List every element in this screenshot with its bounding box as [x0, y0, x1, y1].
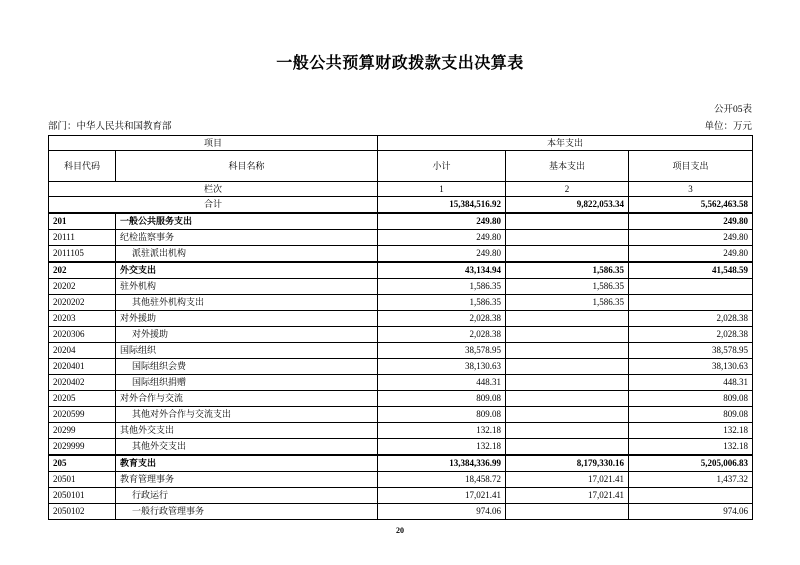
- name-cell: 其他对外合作与交流支出: [116, 407, 378, 423]
- header-subtotal: 小计: [378, 151, 506, 182]
- table-row: [49, 359, 753, 375]
- name-cell: 纪检监察事务: [116, 230, 378, 246]
- header-project-expenditure: 项目支出: [629, 151, 753, 182]
- project-expenditure-cell: 249.80: [629, 213, 753, 230]
- subtotal-cell: 38,578.95: [378, 343, 506, 359]
- basic-expenditure-cell: [506, 359, 629, 375]
- basic-expenditure-cell: [506, 213, 629, 230]
- code-cell: 2020401: [49, 359, 116, 375]
- basic-expenditure-cell: [506, 439, 629, 456]
- code-cell: 2029999: [49, 439, 116, 456]
- project-expenditure-cell: 249.80: [629, 246, 753, 263]
- project-expenditure-cell: 249.80: [629, 230, 753, 246]
- project-expenditure-cell: [629, 279, 753, 295]
- code-cell: 202: [49, 262, 116, 279]
- name-cell: 其他驻外机构支出: [116, 295, 378, 311]
- department-label: 部门：中华人民共和国教育部: [48, 122, 172, 132]
- table-row: [49, 213, 753, 230]
- header-row-columns: [49, 151, 753, 182]
- basic-expenditure-cell: [506, 375, 629, 391]
- header-col-3: 3: [629, 182, 753, 197]
- header-column-index-label: 栏次: [49, 182, 378, 197]
- subtotal-cell: 249.80: [378, 246, 506, 263]
- basic-expenditure-cell: 1,586.35: [506, 262, 629, 279]
- total-row: [49, 197, 753, 214]
- name-cell: 其他外交支出: [116, 439, 378, 456]
- name-cell: 教育支出: [116, 455, 378, 472]
- project-expenditure-cell: [629, 488, 753, 504]
- table-body: [49, 197, 753, 520]
- basic-expenditure-cell: [506, 504, 629, 520]
- project-expenditure-cell: 38,578.95: [629, 343, 753, 359]
- subtotal-cell: 809.08: [378, 391, 506, 407]
- total-project-cell: 5,562,463.58: [629, 197, 753, 214]
- code-cell: 2020599: [49, 407, 116, 423]
- table-row: [49, 455, 753, 472]
- subtotal-cell: 2,028.38: [378, 327, 506, 343]
- code-cell: 201: [49, 213, 116, 230]
- table-row: [49, 375, 753, 391]
- code-cell: 20205: [49, 391, 116, 407]
- table-row: [49, 343, 753, 359]
- code-cell: 2020402: [49, 375, 116, 391]
- name-cell: 国际组织: [116, 343, 378, 359]
- name-cell: 其他外交支出: [116, 423, 378, 439]
- basic-expenditure-cell: [506, 391, 629, 407]
- table-number: 公开05表: [713, 105, 752, 115]
- name-cell: 派驻派出机构: [116, 246, 378, 263]
- total-subtotal-cell: 15,384,516.92: [378, 197, 506, 214]
- table-row: [49, 488, 753, 504]
- header-col-1: 1: [378, 182, 506, 197]
- basic-expenditure-cell: 17,021.41: [506, 472, 629, 488]
- project-expenditure-cell: 132.18: [629, 423, 753, 439]
- code-cell: 20203: [49, 311, 116, 327]
- name-cell: 国际组织会费: [116, 359, 378, 375]
- table-row: [49, 472, 753, 488]
- table-row: [49, 327, 753, 343]
- code-cell: 20111: [49, 230, 116, 246]
- basic-expenditure-cell: 1,586.35: [506, 279, 629, 295]
- basic-expenditure-cell: [506, 407, 629, 423]
- subtotal-cell: 13,384,336.99: [378, 455, 506, 472]
- basic-expenditure-cell: 17,021.41: [506, 488, 629, 504]
- name-cell: 对外援助: [116, 327, 378, 343]
- project-expenditure-cell: 132.18: [629, 439, 753, 456]
- subtotal-cell: 18,458.72: [378, 472, 506, 488]
- table-row: [49, 295, 753, 311]
- table-row: [49, 279, 753, 295]
- table-row: [49, 504, 753, 520]
- subtotal-cell: 132.18: [378, 423, 506, 439]
- code-cell: 20501: [49, 472, 116, 488]
- name-cell: 对外合作与交流: [116, 391, 378, 407]
- subtotal-cell: 1,586.35: [378, 295, 506, 311]
- basic-expenditure-cell: 8,179,330.16: [506, 455, 629, 472]
- table-row: [49, 439, 753, 456]
- budget-table: [48, 135, 753, 520]
- header-row-group: [49, 136, 753, 151]
- subtotal-cell: 809.08: [378, 407, 506, 423]
- name-cell: 外交支出: [116, 262, 378, 279]
- basic-expenditure-cell: [506, 423, 629, 439]
- code-cell: 2020306: [49, 327, 116, 343]
- code-cell: 20299: [49, 423, 116, 439]
- project-expenditure-cell: 448.31: [629, 375, 753, 391]
- unit-label: 单位：万元: [704, 122, 752, 132]
- project-expenditure-cell: 809.08: [629, 391, 753, 407]
- code-cell: 2020202: [49, 295, 116, 311]
- basic-expenditure-cell: [506, 311, 629, 327]
- subtotal-cell: 2,028.38: [378, 311, 506, 327]
- name-cell: 国际组织捐赠: [116, 375, 378, 391]
- subtotal-cell: 17,021.41: [378, 488, 506, 504]
- project-expenditure-cell: 1,437.32: [629, 472, 753, 488]
- subtotal-cell: 38,130.63: [378, 359, 506, 375]
- subtotal-cell: 249.80: [378, 230, 506, 246]
- subtotal-cell: 974.06: [378, 504, 506, 520]
- table-row: [49, 246, 753, 263]
- name-cell: 对外援助: [116, 311, 378, 327]
- name-cell: 一般行政管理事务: [116, 504, 378, 520]
- meta-row: [48, 118, 752, 132]
- total-basic-cell: 9,822,053.34: [506, 197, 629, 214]
- header-subject-code: 科目代码: [49, 151, 116, 182]
- code-cell: 205: [49, 455, 116, 472]
- name-cell: 一般公共服务支出: [116, 213, 378, 230]
- subtotal-cell: 448.31: [378, 375, 506, 391]
- name-cell: 驻外机构: [116, 279, 378, 295]
- project-expenditure-cell: 2,028.38: [629, 311, 753, 327]
- table-row: [49, 423, 753, 439]
- basic-expenditure-cell: [506, 246, 629, 263]
- basic-expenditure-cell: 1,586.35: [506, 295, 629, 311]
- project-expenditure-cell: [629, 295, 753, 311]
- total-label-cell: 合计: [49, 197, 378, 214]
- project-expenditure-cell: 2,028.38: [629, 327, 753, 343]
- name-cell: 行政运行: [116, 488, 378, 504]
- page-title: 一般公共预算财政拨款支出决算表: [276, 55, 524, 72]
- code-cell: 20204: [49, 343, 116, 359]
- subtotal-cell: 1,586.35: [378, 279, 506, 295]
- project-expenditure-cell: 809.08: [629, 407, 753, 423]
- project-expenditure-cell: 38,130.63: [629, 359, 753, 375]
- basic-expenditure-cell: [506, 327, 629, 343]
- basic-expenditure-cell: [506, 230, 629, 246]
- table-row: [49, 230, 753, 246]
- code-cell: 2050102: [49, 504, 116, 520]
- header-current-year-expenditure: 本年支出: [378, 136, 753, 151]
- code-cell: 2050101: [49, 488, 116, 504]
- header-basic-expenditure: 基本支出: [506, 151, 629, 182]
- table-row: [49, 311, 753, 327]
- page-number: 20: [396, 526, 404, 535]
- project-expenditure-cell: 41,548.59: [629, 262, 753, 279]
- name-cell: 教育管理事务: [116, 472, 378, 488]
- subtotal-cell: 43,134.94: [378, 262, 506, 279]
- project-expenditure-cell: 5,205,006.83: [629, 455, 753, 472]
- code-cell: 20202: [49, 279, 116, 295]
- subtotal-cell: 132.18: [378, 439, 506, 456]
- table-row: [49, 262, 753, 279]
- basic-expenditure-cell: [506, 343, 629, 359]
- header-col-2: 2: [506, 182, 629, 197]
- table-row: [49, 407, 753, 423]
- header-project: 项目: [49, 136, 378, 151]
- header-subject-name: 科目名称: [116, 151, 378, 182]
- header-row-column-index: [49, 182, 753, 197]
- code-cell: 2011105: [49, 246, 116, 263]
- table-row: [49, 391, 753, 407]
- subtotal-cell: 249.80: [378, 213, 506, 230]
- project-expenditure-cell: 974.06: [629, 504, 753, 520]
